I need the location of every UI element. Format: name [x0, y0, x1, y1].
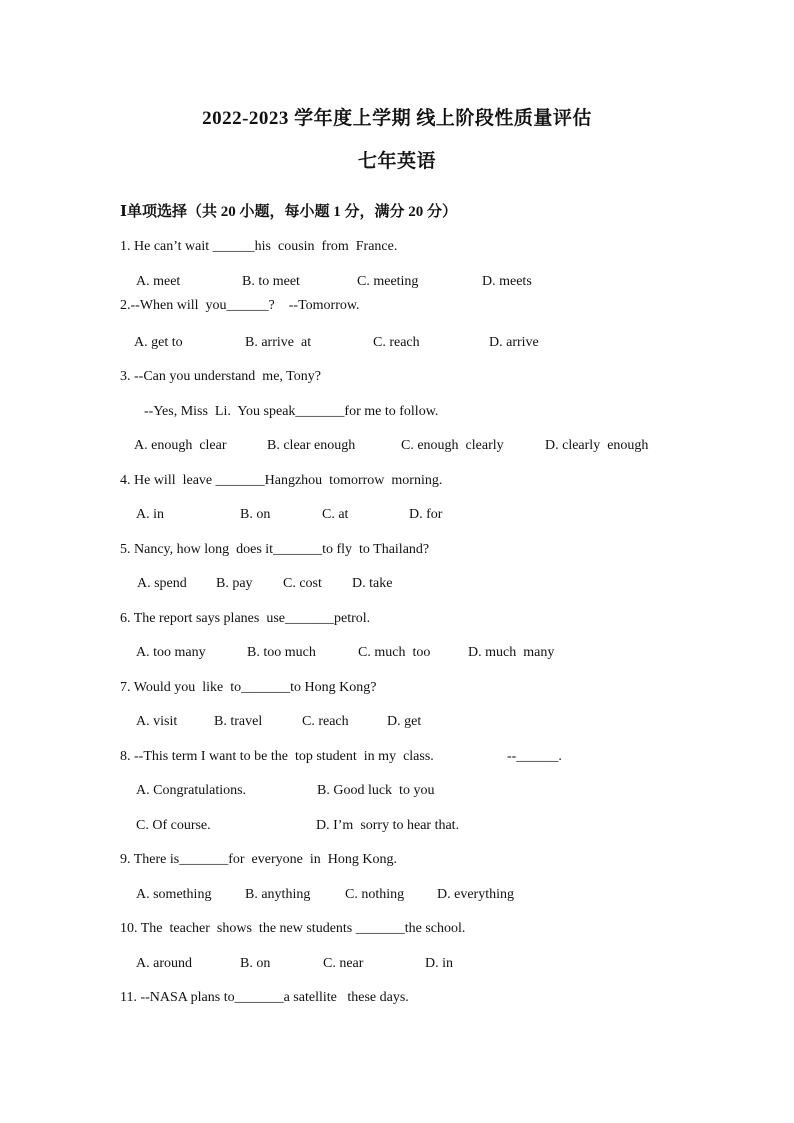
question-6-stem: 6. The report says planes use_______petrol. [120, 611, 371, 626]
question-5-option-d: D. take [352, 576, 393, 591]
question-9-option-c: C. nothing [345, 887, 405, 902]
question-4-option-c: C. at [322, 507, 349, 522]
question-4-option-d: D. for [409, 507, 443, 522]
exam-subtitle: 七年英语 [357, 151, 436, 172]
question-7-option-a: A. visit [136, 714, 178, 729]
section-heading: Ⅰ单项选择（共 20 小题，每小题 1 分，满分 20 分） [120, 204, 458, 220]
question-3-option-a: A. enough clear [134, 438, 227, 453]
question-11-stem: 11. --NASA plans to_______a satellite these days. [120, 990, 409, 1005]
question-1-option-d: D. meets [482, 274, 532, 289]
question-9-option-d: D. everything [437, 887, 514, 902]
question-3-response: --Yes, Miss Li. You speak_______for me to follow. [144, 404, 439, 419]
question-8-option-d: D. I’m sorry to hear that. [316, 818, 460, 833]
question-3-stem: 3. --Can you understand me, Tony? [120, 369, 321, 384]
question-1-option-c: C. meeting [357, 274, 419, 289]
question-3-option-b: B. clear enough [267, 438, 356, 453]
question-2-stem: 2.--When will you______? --Tomorrow. [120, 298, 360, 313]
question-2-option-a: A. get to [134, 335, 183, 350]
question-9-stem: 9. There is_______for everyone in Hong Kong. [120, 852, 397, 867]
question-4-option-b: B. on [240, 507, 271, 522]
question-6-option-c: C. much too [358, 645, 431, 660]
question-4-option-a: A. in [136, 507, 164, 522]
question-9-option-a: A. something [136, 887, 212, 902]
exam-title: 2022-2023 学年度上学期 线上阶段性质量评估 [202, 108, 592, 129]
question-8-option-c: C. Of course. [136, 818, 211, 833]
question-8-option-a: A. Congratulations. [136, 783, 247, 798]
question-6-option-a: A. too many [136, 645, 206, 660]
question-5-option-a: A. spend [137, 576, 187, 591]
question-1-option-b: B. to meet [242, 274, 300, 289]
question-7-option-b: B. travel [214, 714, 263, 729]
question-6-option-d: D. much many [468, 645, 555, 660]
question-8-option-b: B. Good luck to you [317, 783, 435, 798]
question-4-stem: 4. He will leave _______Hangzhou tomorrow morning. [120, 473, 443, 488]
question-5-stem: 5. Nancy, how long does it_______to fly to Thailand? [120, 542, 430, 557]
question-1-stem: 1. He can’t wait ______his cousin from France. [120, 239, 398, 254]
question-2-option-c: C. reach [373, 335, 420, 350]
question-2-option-b: B. arrive at [245, 335, 312, 350]
question-5-option-b: B. pay [216, 576, 253, 591]
question-3-option-d: D. clearly enough [545, 438, 649, 453]
question-8-answer-blank: --______. [507, 749, 562, 764]
question-9-option-b: B. anything [245, 887, 311, 902]
question-2-option-d: D. arrive [489, 335, 539, 350]
question-8-stem: 8. --This term I want to be the top student in my class. [120, 749, 434, 764]
question-7-option-d: D. get [387, 714, 422, 729]
question-10-option-c: C. near [323, 956, 364, 971]
question-10-stem: 10. The teacher shows the new students _______the school. [120, 921, 466, 936]
question-10-option-a: A. around [136, 956, 192, 971]
question-5-option-c: C. cost [283, 576, 322, 591]
question-1-option-a: A. meet [136, 274, 181, 289]
question-7-stem: 7. Would you like to_______to Hong Kong? [120, 680, 377, 695]
question-3-option-c: C. enough clearly [401, 438, 504, 453]
question-10-option-d: D. in [425, 956, 453, 971]
question-6-option-b: B. too much [247, 645, 316, 660]
question-10-option-b: B. on [240, 956, 271, 971]
question-7-option-c: C. reach [302, 714, 349, 729]
